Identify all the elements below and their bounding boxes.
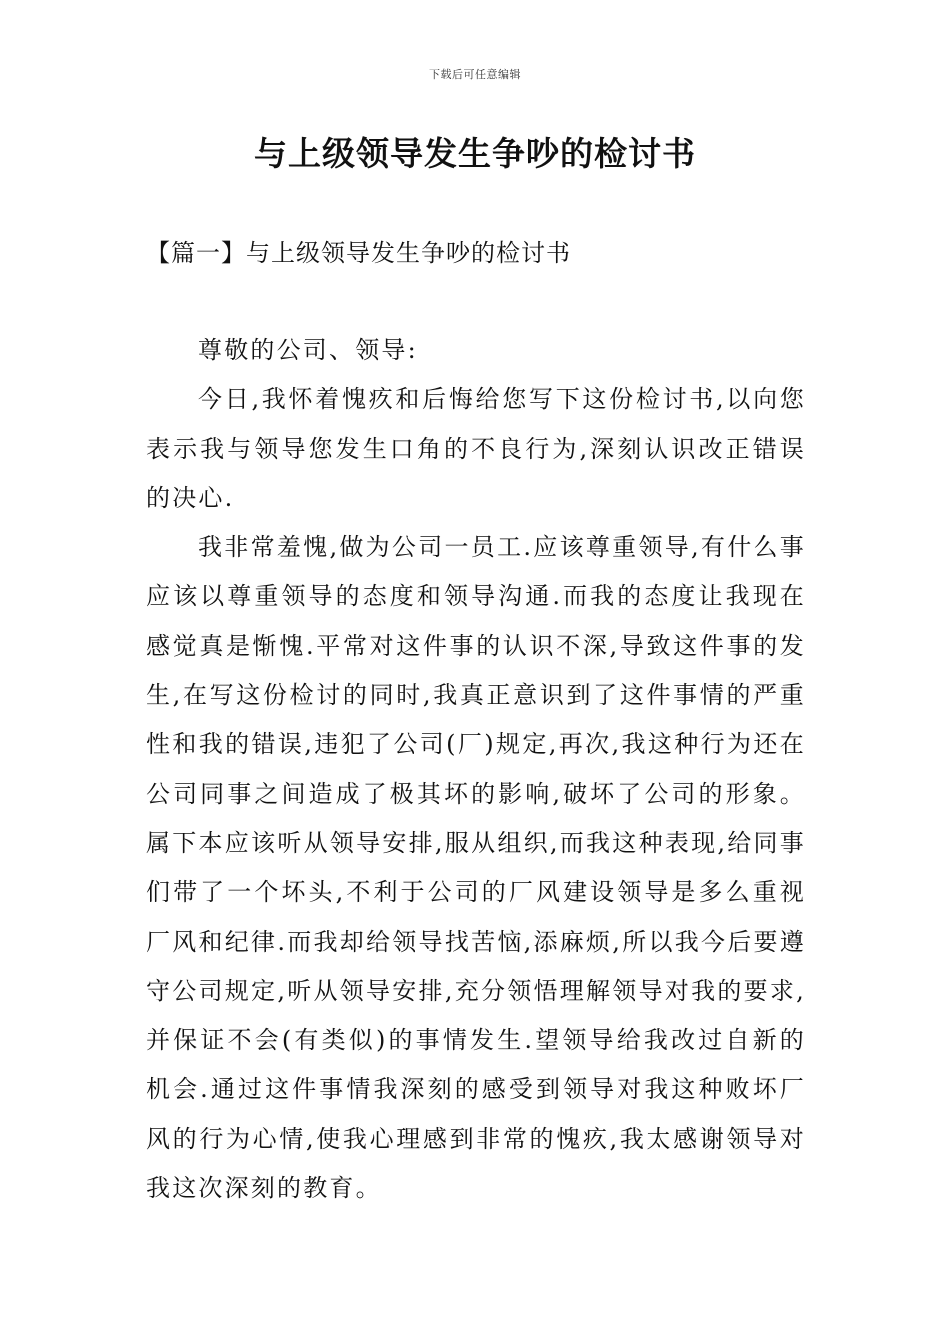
paragraph-2: 我非常羞愧,做为公司一员工.应该尊重领导,有什么事应该以尊重领导的态度和领导沟通.而我的态度让我现在感觉真是惭愧.平常对这件事的认识不深,导致这件事的发生,在写这份检讨的同时,我真正意识到了这件事情的严重性和我的错误,违犯了公司(厂)规定,再次,我这种行为还在公司同事之间造成了极其坏的影响,破坏了公司的形象。属下本应该听从领导安排,服从组织,而我这种表现,给同事们带了一个坏头,不利于公司的厂风建设领导是多么重视厂风和纪律.而我却给领导找苦恼,添麻烦,所以我今后要遵守公司规定,听从领导安排,充分领悟理解领导对我的要求,并保证不会(有类似)的事情发生.望领导给我改过自新的机会.通过这件事情我深刻的感受到领导对我这种败坏厂风的行为心情,使我心理感到非常的愧疚,我太感谢领导对我这次深刻的教育。	[146, 533, 806, 1203]
document-title: 与上级领导发生争吵的检讨书	[254, 134, 696, 173]
letter-body	[146, 326, 806, 1213]
salutation: 尊敬的公司、领导:	[198, 336, 418, 364]
header-note: 下载后可任意编辑	[429, 68, 521, 81]
paragraph-1: 今日,我怀着愧疚和后悔给您写下这份检讨书,以向您表示我与领导您发生口角的不良行为,深刻认识改正错误的决心.	[146, 385, 806, 512]
section-heading: 【篇一】与上级领导发生争吵的检讨书	[146, 239, 571, 267]
